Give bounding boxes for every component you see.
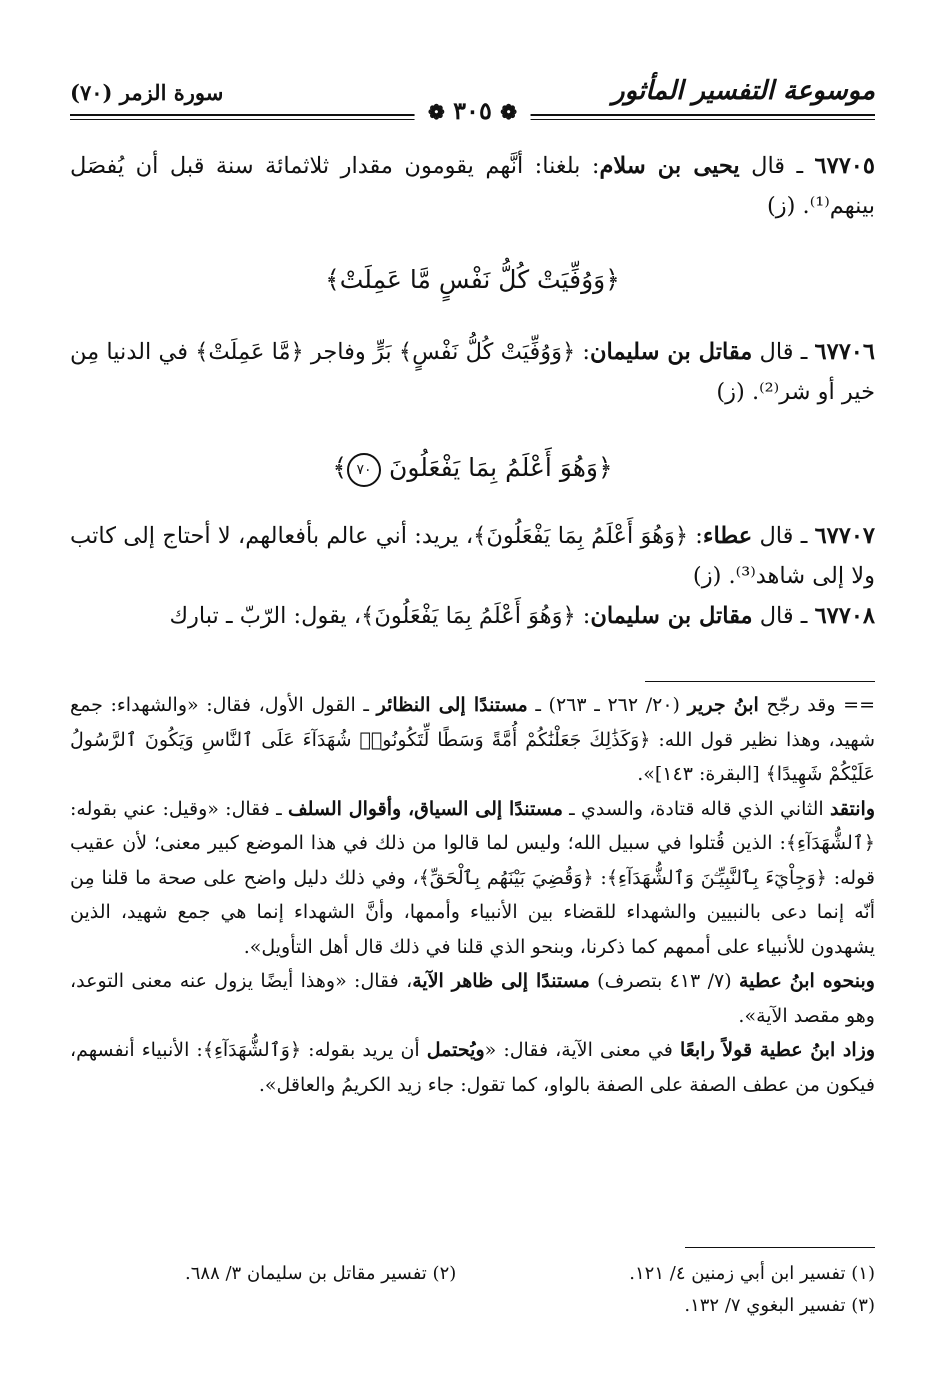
entry-67705 [70, 146, 875, 226]
entry-prefix: ـ قال [752, 603, 815, 629]
entry-text: : ﴿وَهُوَ أَعْلَمُ بِمَا يَفْعَلُونَ﴾، يريد: أني عالم بأفعالهم، لا أحتاج إلى كاتب ولا إلى شاهد⁽³⁾. (ز) [70, 523, 875, 589]
footnote-divider [685, 1247, 875, 1248]
note-paragraph-1 [70, 688, 875, 792]
main-text [70, 146, 875, 636]
note-text: == وقد رجّح [758, 694, 875, 716]
note-scholar: وزاد ابنُ عطية قولاً رابعًا [679, 1039, 875, 1061]
surah-name: سورة الزمر (٧٠) [70, 80, 224, 105]
note-text: في معنى الآية، فقال: « [484, 1039, 680, 1061]
note-emphasis: مستندًا إلى ظاهر الآية [412, 970, 590, 992]
entry-prefix: ـ قال [739, 153, 815, 179]
note-text: الثاني الذي قاله قتادة، والسدي ـ [562, 797, 830, 820]
page-number-block [414, 96, 531, 125]
entry-67708 [70, 596, 875, 636]
footnote-1: (١) تفسير ابن أبي زمنين ٤/ ١٢١. [629, 1263, 875, 1284]
footnote-2: (٢) تفسير مقاتل بن سليمان ٣/ ٦٨٨. [185, 1263, 457, 1284]
scholar-name: عطاء [702, 523, 753, 549]
note-paragraph-4 [70, 1033, 875, 1102]
entry-text: : ﴿وَوُفِّيَتْ كُلُّ نَفْسٍ﴾ بَرٍّ وفاجر ﴿مَّا عَمِلَتْ﴾ في الدنيا مِن خير أو شر⁽²⁾. (ز) [70, 339, 875, 405]
note-text: (٧/ ٤١٣ بتصرف) [589, 970, 739, 992]
entry-text: : بلغنا: أنَّهم يقومون مقدار ثلاثمائة سنة قبل أن يُفصَل بينهم⁽¹⁾. (ز) [70, 153, 875, 219]
footnotes [70, 1258, 875, 1328]
entry-67706 [70, 332, 875, 412]
verse-heading-2 [70, 448, 875, 488]
book-title: موسوعة التفسير المأثور [612, 76, 875, 106]
entry-number: ٦٧٧٠٧ [814, 523, 875, 549]
entry-67707 [70, 516, 875, 596]
note-emphasis: مستندًا إلى النظائر [376, 694, 528, 716]
ayah-number-icon: ٧٠ [347, 453, 381, 487]
ornament-left: ❁ [428, 100, 445, 124]
note-text: ـ القول الأول، فقال: «والشهداء: جمع شهيد، وهذا نظير قول الله: ﴿وَكَذَٰلِكَ جَعَلْنَٰكُمْ أُمَّةً وَسَطًا لِّتَكُونُوا۟ شُهَدَآءَ عَلَى ٱلنَّاسِ وَيَكُونَ ٱلرَّسُولُ عَلَيْكُمْ شَهِيدًا﴾ [البقرة: ١٤٣]». [70, 694, 875, 785]
page-header [70, 70, 875, 125]
verse-close-bracket: ﴾ [332, 453, 347, 482]
note-text: (٢٠/ ٢٦٢ ـ ٢٦٣) ـ [527, 694, 688, 716]
entry-prefix: ـ قال [752, 523, 815, 549]
entry-prefix: ـ قال [752, 339, 815, 365]
page-number: ٣٠٥ [453, 96, 492, 125]
entry-text: : ﴿وَهُوَ أَعْلَمُ بِمَا يَفْعَلُونَ﴾، يقول: الرّبّ ـ تبارك [169, 603, 591, 629]
commentary-divider [645, 681, 875, 682]
note-text: ، فقال: «وهذا أيضًا يزول عنه معنى التوعد، وهو مقصد الآية». [70, 970, 875, 1027]
note-emphasis: مستندًا إلى السياق، وأقوال السلف [287, 797, 563, 820]
note-scholar: وبنحوه ابنُ عطية [739, 970, 875, 992]
ornament-right: ❁ [500, 100, 517, 124]
scholar-name: يحيى بن سلام [599, 153, 740, 179]
commentary-notes [70, 688, 875, 1102]
entry-number: ٦٧٧٠٥ [814, 153, 875, 179]
note-emphasis: ويُحتمل [426, 1039, 485, 1061]
verse-text: ﴿وَهُوَ أَعْلَمُ بِمَا يَفْعَلُونَ [388, 453, 613, 482]
note-scholar: ابنُ جرير [687, 694, 759, 716]
verse-heading-1: ﴿وَوُفِّيَتْ كُلُّ نَفْسٍ مَّا عَمِلَتْ﴾ [325, 265, 620, 294]
note-text: أن يريد بقوله: ﴿وَٱلشُّهَدَآءِ﴾: الأنبياء أنفسهم، فيكون من عطف الصفة على الصفة بالواو، كما تقول: جاء زيد الكريمُ والعاقل». [70, 1039, 875, 1096]
scholar-name: مقاتل بن سليمان [590, 603, 753, 629]
entry-number: ٦٧٧٠٦ [814, 339, 875, 365]
note-text: ـ فقال: «وقيل: عني بقوله: ﴿ٱلشُّهَدَآءِ﴾: الذين قُتلوا في سبيل الله؛ وليس لما قالوا من ذلك في هذا الموضع كبير معنى؛ لأن عقيب قوله: ﴿وَجِاْيٓءَ بِٱلنَّبِيِّـۧنَ وَٱلشُّهَدَآءِ﴾: ﴿وَقُضِيَ بَيْنَهُم بِٱلْحَقِّ﴾، وفي ذلك دليل واضح على صحة ما قلنا مِن أنّه إنما دعى بالنبيين والشهداء للقضاء بين الأنبياء وأممها، وأنَّ الشهداء إنما هي جمع شهيد، الذين يشهدون للأنبياء على أممهم كما ذكرنا، وبنحو الذي قلنا في ذلك قال أهل التأويل». [70, 797, 875, 958]
note-paragraph-3 [70, 964, 875, 1033]
note-paragraph-2 [70, 792, 875, 965]
note-emphasis: وانتقد [829, 797, 875, 820]
scholar-name: مقاتل بن سليمان [589, 339, 753, 365]
footnote-3: (٣) تفسير البغوي ٧/ ١٣٢. [684, 1295, 875, 1316]
entry-number: ٦٧٧٠٨ [814, 603, 875, 629]
